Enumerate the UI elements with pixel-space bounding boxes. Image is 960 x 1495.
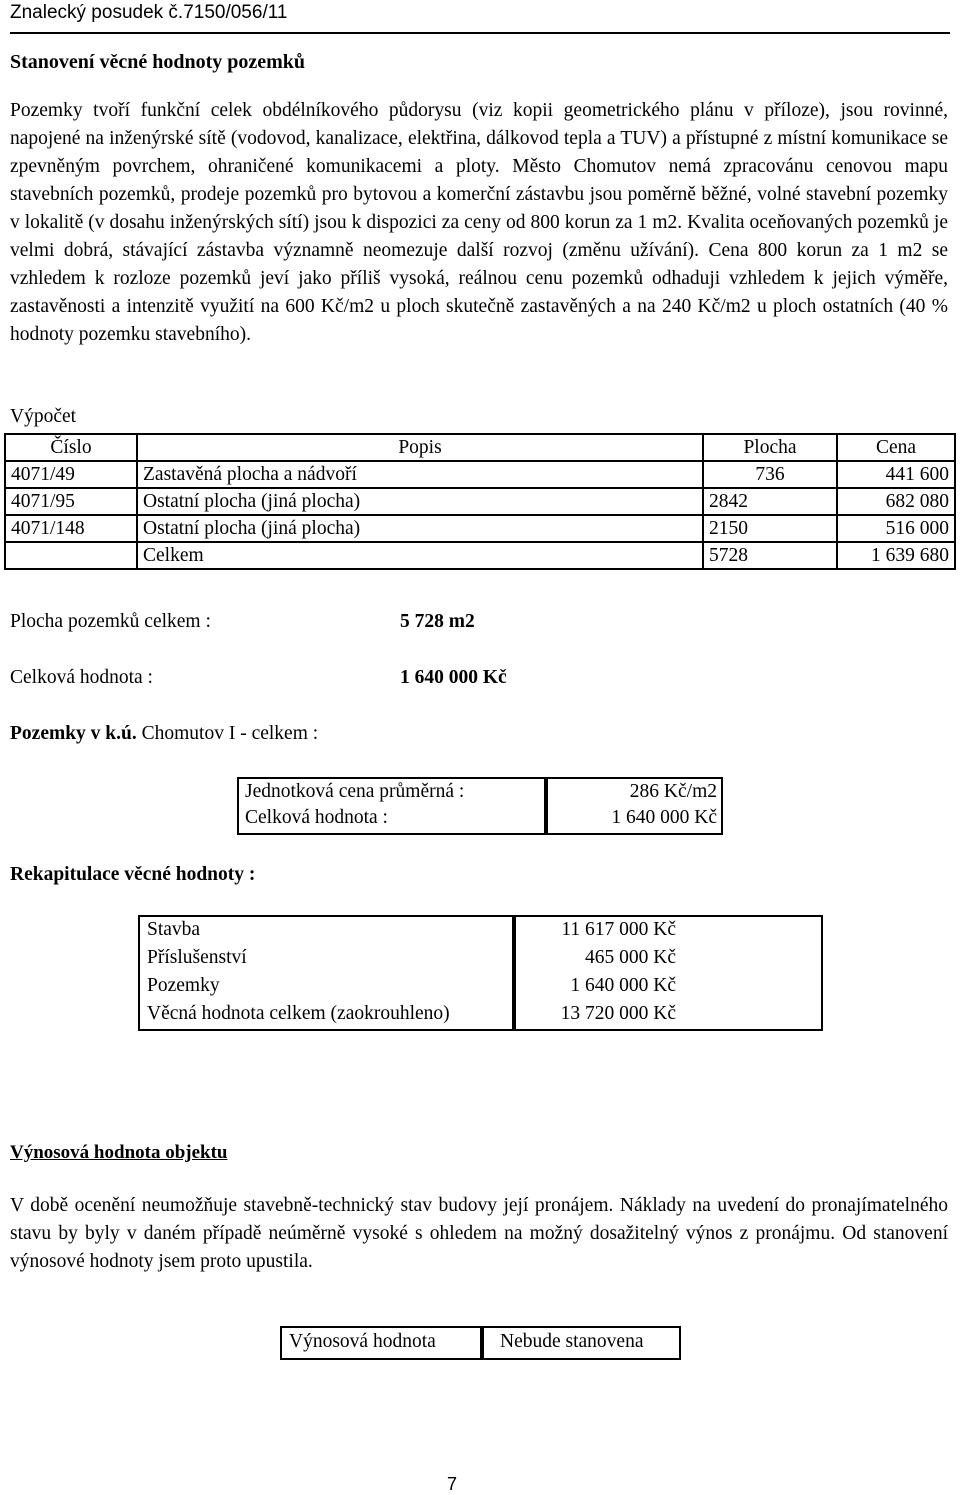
recap-value-total: 13 720 000 Kč [560,1003,676,1024]
cell-description: Ostatní plocha (jiná plocha) [137,515,703,542]
income-value-paragraph: V době ocenění neumožňuje stavebně-technický stav budovy její pronájem. Náklady na uvedení do pronajímatelného stavu by byly v daném případě neúměrně vysoké s ohledem na možný dosažitelný výnos z pronájmu. Od stanovení výnosové hodnoty jsem proto upustila. [10,1195,948,1272]
recap-value-building: 11 617 000 Kč [561,919,676,940]
calculation-label: Výpočet [10,406,77,427]
total-value-label: Celková hodnota : [10,667,153,688]
cell-price: 1 639 680 [837,542,955,569]
recap-heading: Rekapitulace věcné hodnoty : [10,864,256,885]
header-cell-number: Číslo [5,434,137,461]
unit-price-values-box [544,777,723,835]
cell-parcel-number: 4071/95 [5,488,137,515]
pozemky-heading-bold: Pozemky v k.ú. [10,723,137,744]
pozemky-total-value: 1 640 000 Kč [611,807,717,828]
cell-price: 441 600 [837,461,955,488]
document-header-title: Znalecký posudek č.7150/056/11 [10,2,288,23]
cell-description: Zastavěná plocha a nádvoří [137,461,703,488]
cell-area: 736 [703,461,837,488]
cell-area: 5728 [703,542,837,569]
cell-area: 2842 [703,488,837,515]
recap-label-land: Pozemky [147,975,220,996]
recap-label-total: Věcná hodnota celkem (zaokrouhleno) [147,1003,450,1024]
cell-price: 682 080 [837,488,955,515]
recap-value-land: 1 640 000 Kč [570,975,676,996]
page-number: 7 [447,1474,458,1494]
cell-description: Ostatní plocha (jiná plocha) [137,488,703,515]
table-row [5,488,955,515]
table-total-row [5,542,955,569]
unit-price-labels-box [237,777,548,835]
cell-price: 516 000 [837,515,955,542]
header-divider [10,32,950,34]
cell-description: Celkem [137,542,703,569]
land-calculation-table [4,433,956,570]
income-value-result-box [480,1326,681,1360]
recap-value-accessories: 465 000 Kč [585,947,676,968]
income-value-heading: Výnosová hodnota objektu [10,1142,228,1163]
recap-label-building: Stavba [147,919,201,940]
recap-labels-box [138,915,516,1031]
header-cell-area: Plocha [703,434,837,461]
section-heading-land-value: Stanovení věcné hodnoty pozemků [10,51,306,73]
table-row [5,515,955,542]
land-description-paragraph: Pozemky tvoří funkční celek obdélníkového půdorysu (viz kopii geometrického plánu v příloze), jsou rovinné, napojené na inženýrské sítě (vodovod, kanalizace, elektřina, dálkovod tepla a TUV) a přístupné z místní komunikace se zpevněným povrchem, ohraničené komunikacemi a ploty. Město Chomutov nemá zpracovánu cenovou mapu stavebních pozemků, prodeje pozemků pro bytovou a komerční zástavbu jsou poměrně běžné, volné stavební pozemky v lokalitě (v dosahu inženýrských sítí) jsou k dispozici za ceny od 800 korun za 1 m2. Kvalita oceňovaných pozemků je velmi dobrá, stávající zástavba významně neomezuje další rozvoj (změnu užívání). Cena 800 korun za 1 m2 se vzhledem k rozloze pozemků jeví jako příliš vysoká, reálnou cenu pozemků odhaduji vzhledem k jejich výměře, zastavěnosti a intenzitě využití na 600 Kč/m2 u ploch skutečně zastavěných a na 240 Kč/m2 u ploch ostatních (40 % hodnoty pozemku stavebního). [10,100,948,345]
table-row [5,461,955,488]
unit-price-label: Jednotková cena průměrná : [245,781,465,802]
header-cell-description: Popis [137,434,703,461]
recap-values-box [512,915,823,1031]
cell-area: 2150 [703,515,837,542]
cell-parcel-number: 4071/49 [5,461,137,488]
cell-parcel-number [5,542,137,569]
header-cell-price: Cena [837,434,955,461]
income-value-result: Nebude stanovena [500,1331,644,1352]
cell-parcel-number: 4071/148 [5,515,137,542]
total-area-label: Plocha pozemků celkem : [10,611,211,632]
pozemky-heading-rest: Chomutov I - celkem : [136,723,319,744]
income-value-label: Výnosová hodnota [289,1331,436,1352]
table-header-row [5,434,955,461]
pozemky-total-label: Celková hodnota : [245,807,388,828]
unit-price-value: 286 Kč/m2 [629,781,717,802]
recap-label-accessories: Příslušenství [147,947,247,968]
pozemky-heading [10,723,318,745]
total-area-value: 5 728 m2 [400,611,475,632]
income-value-label-box [280,1326,484,1360]
total-value-value: 1 640 000 Kč [400,667,507,688]
